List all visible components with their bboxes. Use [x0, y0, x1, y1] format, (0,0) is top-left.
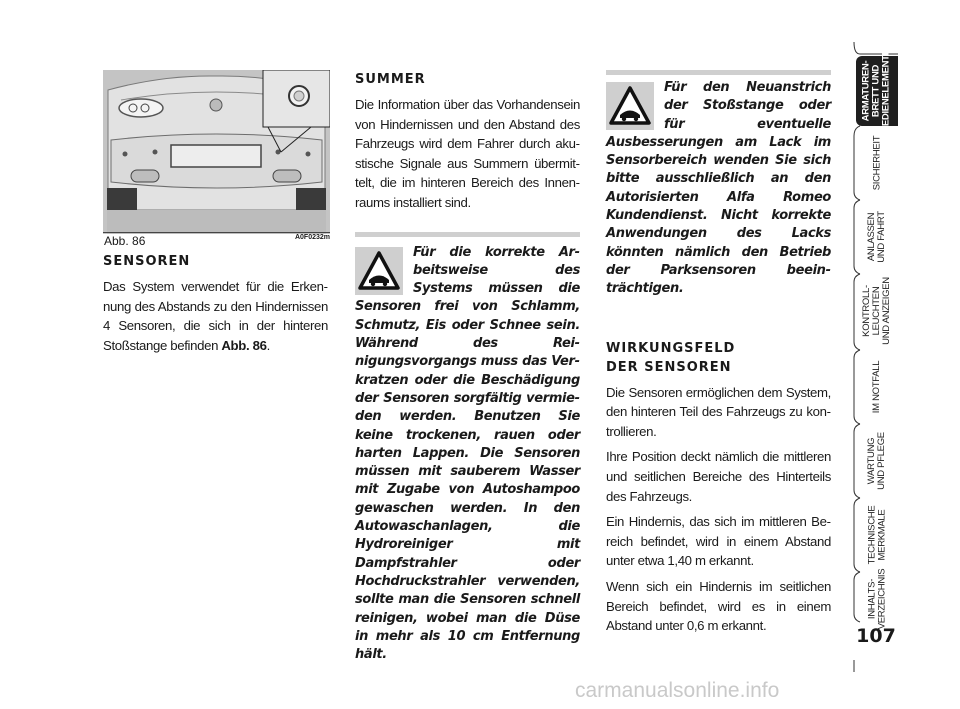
figure-code: A0F0232m [294, 234, 330, 241]
tab-kontrollleuchten[interactable]: KONTROLL- LEUCHTEN UND ANZEIGEN [861, 277, 893, 345]
warning-sensors-text: Für die korrekte Arbeitsweise des Systems müssen die Sensoren frei von Schlamm, Schmutz, Eis oder Schnee sein. Während des Reinigungsvorgangs muss das Verkratzen oder die Beschädigung der Sensoren sorgfältig vermieden werden. Benutzen Sie keine trockenen, rauen oder harten Lappen. Die Sensoren müssen mit sauberem Wasser mit Zugabe von Autoshampoo gewaschen werden. In den Autowaschanlagen, die Hydroreiniger mit Dampfstrahler oder Hochdruckstrahler verwenden, sollte man die Sensoren schnell reinigen, wobei man die Düse in mehr als 10 cm Entfernung hält. [355, 244, 580, 663]
sensoren-heading: SENSOREN [103, 254, 191, 269]
wirkungsfeld-p1: Die Sensoren ermöglichen dem System, den hinteren Teil des Fahrzeugs zu kontrollieren. [606, 384, 831, 439]
tab-wartung[interactable]: WARTUNG UND PFLEGE [866, 432, 887, 490]
summer-paragraph: Die Information über das Vorhandensein von Hindernissen und den Abstand des Fahrzeugs wird dem Fahrer durch akustische Signale aus Summern übermittelt, die im hinteren Bereich des Innenraums installiert sind. [355, 97, 580, 210]
column-2 [355, 70, 580, 664]
wirkungsfeld-heading-1: WIRKUNGSFELD [606, 340, 736, 356]
tab-sicherheit[interactable]: SICHERHEIT [871, 135, 883, 191]
car-rear-illustration [103, 70, 330, 234]
sensoren-paragraph: Das System verwendet für die Erkennung des Abstands zu den Hindernissen 4 Sensoren, die sich in der hinteren Stoßstange befinden Abb. 86. [103, 279, 328, 353]
wirkungsfeld-p3: Ein Hindernis, das sich im mittleren Bereich befindet, wird in einem Abstand unter etwa 1,40 m erkannt. [606, 514, 831, 569]
column-3 [606, 70, 831, 636]
separator [355, 232, 580, 237]
page-number: 107 [856, 625, 896, 647]
wirkungsfeld-p4: Wenn sich ein Hindernis im seitlichen Bereich befindet, wird es in einem Abstand unter 0,6 m erkannt. [606, 578, 831, 634]
warning-paint-text: Für den Neuanstrich der Stoßstange oder für eventuelle Ausbesserungen am Lack im Sensorbereich wenden Sie sich bitte ausschließlich an den Autorisierten Alfa Romeo Kundendienst. Nicht korrekte Anwendungen des Lacks könnten nämlich den Betrieb der Parksensoren beeinträchtigen. [606, 80, 831, 297]
separator [606, 70, 831, 75]
wirkungsfeld-section [606, 339, 831, 636]
chapter-sidebar [840, 42, 900, 672]
figure-caption [103, 232, 330, 248]
tab-im-notfall[interactable]: IM NOTFALL [871, 360, 882, 414]
watermark: carmanualsonline.info [575, 679, 780, 702]
column-1 [103, 252, 328, 355]
warning-box-paint [606, 79, 831, 299]
warning-box-sensors [355, 244, 580, 665]
wirkungsfeld-p2: Ihre Position deckt nämlich die mittleren und seitlichen Bereiche des Hinterteils des Fahrzeugs. [606, 449, 831, 504]
tab-armaturenbrett[interactable]: ARMATUREN- BRETT UND BEDIENELEMENTE [856, 56, 898, 126]
tab-inhaltsverzeichnis[interactable]: INHALTS- VERZEICHNIS [866, 568, 888, 630]
tab-anlassen[interactable]: ANLASSEN UND FAHRT [866, 211, 887, 263]
car-warning-icon [606, 82, 654, 130]
tab-technische-merkmale[interactable]: TECHNISCHE MERKMALE [866, 505, 888, 565]
figure-reference: Abb. 86 [221, 337, 267, 353]
wirkungsfeld-heading-2: DER SENSOREN [606, 359, 732, 375]
figure-label: Abb. 86 [104, 234, 146, 248]
car-warning-icon [355, 247, 403, 295]
summer-heading: SUMMER [355, 72, 426, 87]
car-rear-figure [103, 70, 330, 234]
